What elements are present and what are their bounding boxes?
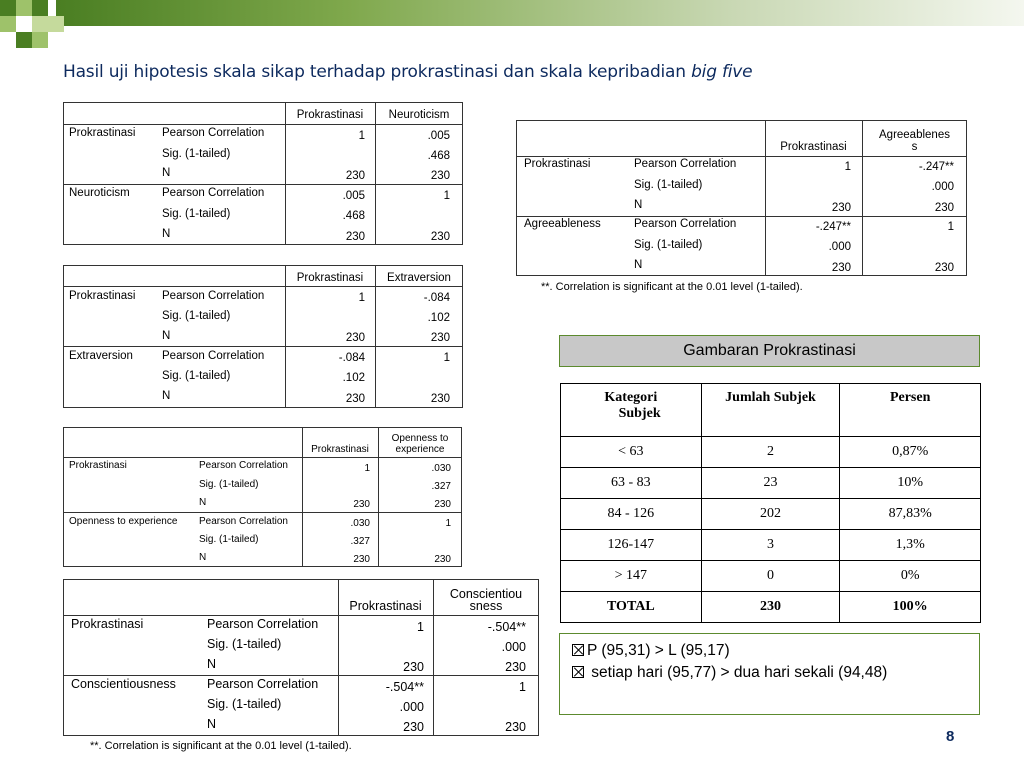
value-cell: 230 <box>831 202 851 214</box>
conclusion-item <box>572 640 979 662</box>
value-cell: 1 <box>443 190 450 202</box>
cell-kategori: 63 - 83 <box>561 468 702 499</box>
table-row <box>561 437 981 468</box>
row-header: Prokrastinasi <box>71 617 144 631</box>
decorative-square <box>32 16 48 32</box>
row-label: N <box>207 657 217 671</box>
row-header: Prokrastinasi <box>69 127 136 139</box>
cell-kategori: 126-147 <box>561 530 702 561</box>
row-label: Sig. (1-tailed) <box>162 310 231 322</box>
value-cell: 1 <box>947 221 954 233</box>
value-cell: .005 <box>342 190 365 202</box>
decorative-square <box>0 0 16 16</box>
value-cell: 230 <box>345 231 365 243</box>
row-label: Pearson Correlation <box>162 350 265 362</box>
summary-title: Gambaran Prokrastinasi <box>559 335 980 367</box>
value-cell: 1 <box>443 352 450 364</box>
row-header: Prokrastinasi <box>69 460 127 471</box>
row-label: Pearson Correlation <box>634 158 737 170</box>
cell-persen: 0% <box>840 561 981 592</box>
conclusion-box <box>559 633 980 715</box>
conclusion-text: P (95,31) > L (95,17) <box>587 642 730 659</box>
row-label: N <box>162 330 171 342</box>
slide-title-italic: big five <box>691 62 753 82</box>
table-row-total <box>561 592 981 623</box>
row-label: Sig. (1-tailed) <box>207 637 282 651</box>
value-cell: 230 <box>353 499 370 510</box>
cell-persen: 100% <box>840 592 981 623</box>
decorative-square <box>32 0 48 16</box>
col-header: Prokrastinasi <box>296 272 364 284</box>
value-cell: 230 <box>430 231 450 243</box>
cell-jumlah: 2 <box>701 437 840 468</box>
slide-title-main: Hasil uji hipotesis skala sikap terhadap prokrastinasi dan skala kepribadian <box>63 62 686 82</box>
value-cell: -.247** <box>918 161 954 173</box>
value-cell: 230 <box>345 393 365 405</box>
value-cell: -.084 <box>423 292 450 304</box>
value-cell: .327 <box>350 536 370 547</box>
col-header: Openness to <box>391 433 449 444</box>
row-label: Pearson Correlation <box>634 218 737 230</box>
value-cell: 230 <box>403 660 424 674</box>
page-number: 8 <box>946 728 955 745</box>
cell-persen: 10% <box>840 468 981 499</box>
significance-note: **. Correlation is significant at the 0.01 level (1-tailed). <box>90 740 352 752</box>
value-cell: 1 <box>417 620 424 634</box>
slide-title <box>63 62 752 82</box>
row-label: Sig. (1-tailed) <box>634 239 703 251</box>
checkbox-x-icon <box>572 666 584 678</box>
value-cell: 230 <box>430 332 450 344</box>
value-cell: 1 <box>445 518 451 529</box>
row-header: Prokrastinasi <box>69 290 136 302</box>
row-label: Pearson Correlation <box>199 516 288 527</box>
value-cell: -.504** <box>385 680 424 694</box>
row-label: Sig. (1-tailed) <box>199 534 259 545</box>
col-header: sness <box>469 599 503 613</box>
table-row <box>561 561 981 592</box>
value-cell: 230 <box>505 720 526 734</box>
value-cell: .000 <box>399 700 424 714</box>
row-label: Sig. (1-tailed) <box>162 370 231 382</box>
col-header: Agreeablenes <box>879 129 950 141</box>
cell-kategori: TOTAL <box>561 592 702 623</box>
value-cell: 230 <box>430 393 450 405</box>
row-header: Prokrastinasi <box>524 158 591 170</box>
value-cell: .000 <box>828 241 851 253</box>
row-label: N <box>162 390 171 402</box>
col-header: Prokrastinasi <box>311 444 369 455</box>
row-label: N <box>162 167 171 179</box>
value-cell: 1 <box>358 130 365 142</box>
decorative-square <box>16 32 32 48</box>
value-cell: .005 <box>427 130 450 142</box>
cell-kategori: < 63 <box>561 437 702 468</box>
value-cell: 230 <box>430 170 450 182</box>
conclusion-item <box>572 662 979 684</box>
cell-jumlah: 23 <box>701 468 840 499</box>
row-label: N <box>162 228 171 240</box>
row-label: Pearson Correlation <box>207 677 319 691</box>
table-row <box>561 468 981 499</box>
row-header: Extraversion <box>69 350 133 362</box>
value-cell: .000 <box>501 640 526 654</box>
value-cell: -.084 <box>338 352 365 364</box>
cell-jumlah: 202 <box>701 499 840 530</box>
cell-persen: 1,3% <box>840 530 981 561</box>
value-cell: .102 <box>342 372 365 384</box>
row-label: Sig. (1-tailed) <box>162 148 231 160</box>
row-header: Neuroticism <box>69 187 130 199</box>
header-persen: Persen <box>840 384 981 437</box>
value-cell: .000 <box>931 181 954 193</box>
col-header: Prokrastinasi <box>296 109 364 121</box>
value-cell: 230 <box>505 660 526 674</box>
row-label: Sig. (1-tailed) <box>162 208 231 220</box>
decorative-square <box>48 16 64 32</box>
cell-kategori: > 147 <box>561 561 702 592</box>
row-label: N <box>199 497 207 508</box>
row-label: Pearson Correlation <box>162 187 265 199</box>
table-row <box>561 530 981 561</box>
significance-note: **. Correlation is significant at the 0.01 level (1-tailed). <box>541 281 803 293</box>
row-label: Pearson Correlation <box>199 460 288 471</box>
value-cell: 230 <box>934 262 954 274</box>
decorative-square <box>32 32 48 48</box>
value-cell: 1 <box>358 292 365 304</box>
row-header: Openness to experience <box>69 516 178 527</box>
value-cell: -.504** <box>487 620 526 634</box>
row-label: Pearson Correlation <box>162 127 265 139</box>
row-label: Sig. (1-tailed) <box>199 479 259 490</box>
row-label: Sig. (1-tailed) <box>207 697 282 711</box>
cell-jumlah: 230 <box>701 592 840 623</box>
value-cell: .468 <box>342 210 365 222</box>
header-jumlah: Jumlah Subjek <box>701 384 840 437</box>
row-label: N <box>634 199 643 211</box>
summary-table <box>560 383 981 623</box>
row-label: N <box>634 259 643 271</box>
value-cell: 1 <box>844 161 851 173</box>
row-label: N <box>207 717 217 731</box>
cell-persen: 0,87% <box>840 437 981 468</box>
value-cell: 230 <box>353 554 370 565</box>
col-header: Conscientiou <box>449 587 523 601</box>
value-cell: 230 <box>434 554 451 565</box>
decorative-square <box>16 0 32 16</box>
row-label: Pearson Correlation <box>207 617 319 631</box>
conclusion-text: setiap hari (95,77) > dua hari sekali (94,48) <box>587 664 888 681</box>
value-cell: .102 <box>427 312 450 324</box>
col-header: Neuroticism <box>388 109 450 121</box>
value-cell: 1 <box>364 463 370 474</box>
row-label: N <box>199 552 207 563</box>
row-header: Conscientiousness <box>71 677 176 691</box>
table-row <box>561 499 981 530</box>
value-cell: .468 <box>427 150 450 162</box>
cell-jumlah: 3 <box>701 530 840 561</box>
value-cell: 230 <box>345 170 365 182</box>
value-cell: .030 <box>431 463 451 474</box>
col-header: Prokrastinasi <box>349 599 422 613</box>
cell-jumlah: 0 <box>701 561 840 592</box>
value-cell: -.247** <box>815 221 851 233</box>
value-cell: 1 <box>519 680 526 694</box>
summary-header-row <box>561 384 981 437</box>
col-header: Prokrastinasi <box>780 141 847 153</box>
header-gradient-bar <box>56 0 1024 26</box>
value-cell: 230 <box>403 720 424 734</box>
value-cell: .327 <box>431 481 451 492</box>
value-cell: 230 <box>434 499 451 510</box>
row-label: Pearson Correlation <box>162 290 265 302</box>
value-cell: .030 <box>350 518 370 529</box>
col-header: experience <box>395 444 445 455</box>
checkbox-x-icon <box>572 644 584 656</box>
value-cell: 230 <box>831 262 851 274</box>
cell-persen: 87,83% <box>840 499 981 530</box>
col-header: Extraversion <box>387 272 451 284</box>
cell-kategori: 84 - 126 <box>561 499 702 530</box>
row-label: Sig. (1-tailed) <box>634 179 703 191</box>
header-kategori: Kategori Subjek <box>561 384 702 437</box>
col-header: s <box>911 141 918 153</box>
row-header: Agreeableness <box>524 218 601 230</box>
value-cell: 230 <box>345 332 365 344</box>
value-cell: 230 <box>934 202 954 214</box>
decorative-square <box>0 16 16 32</box>
